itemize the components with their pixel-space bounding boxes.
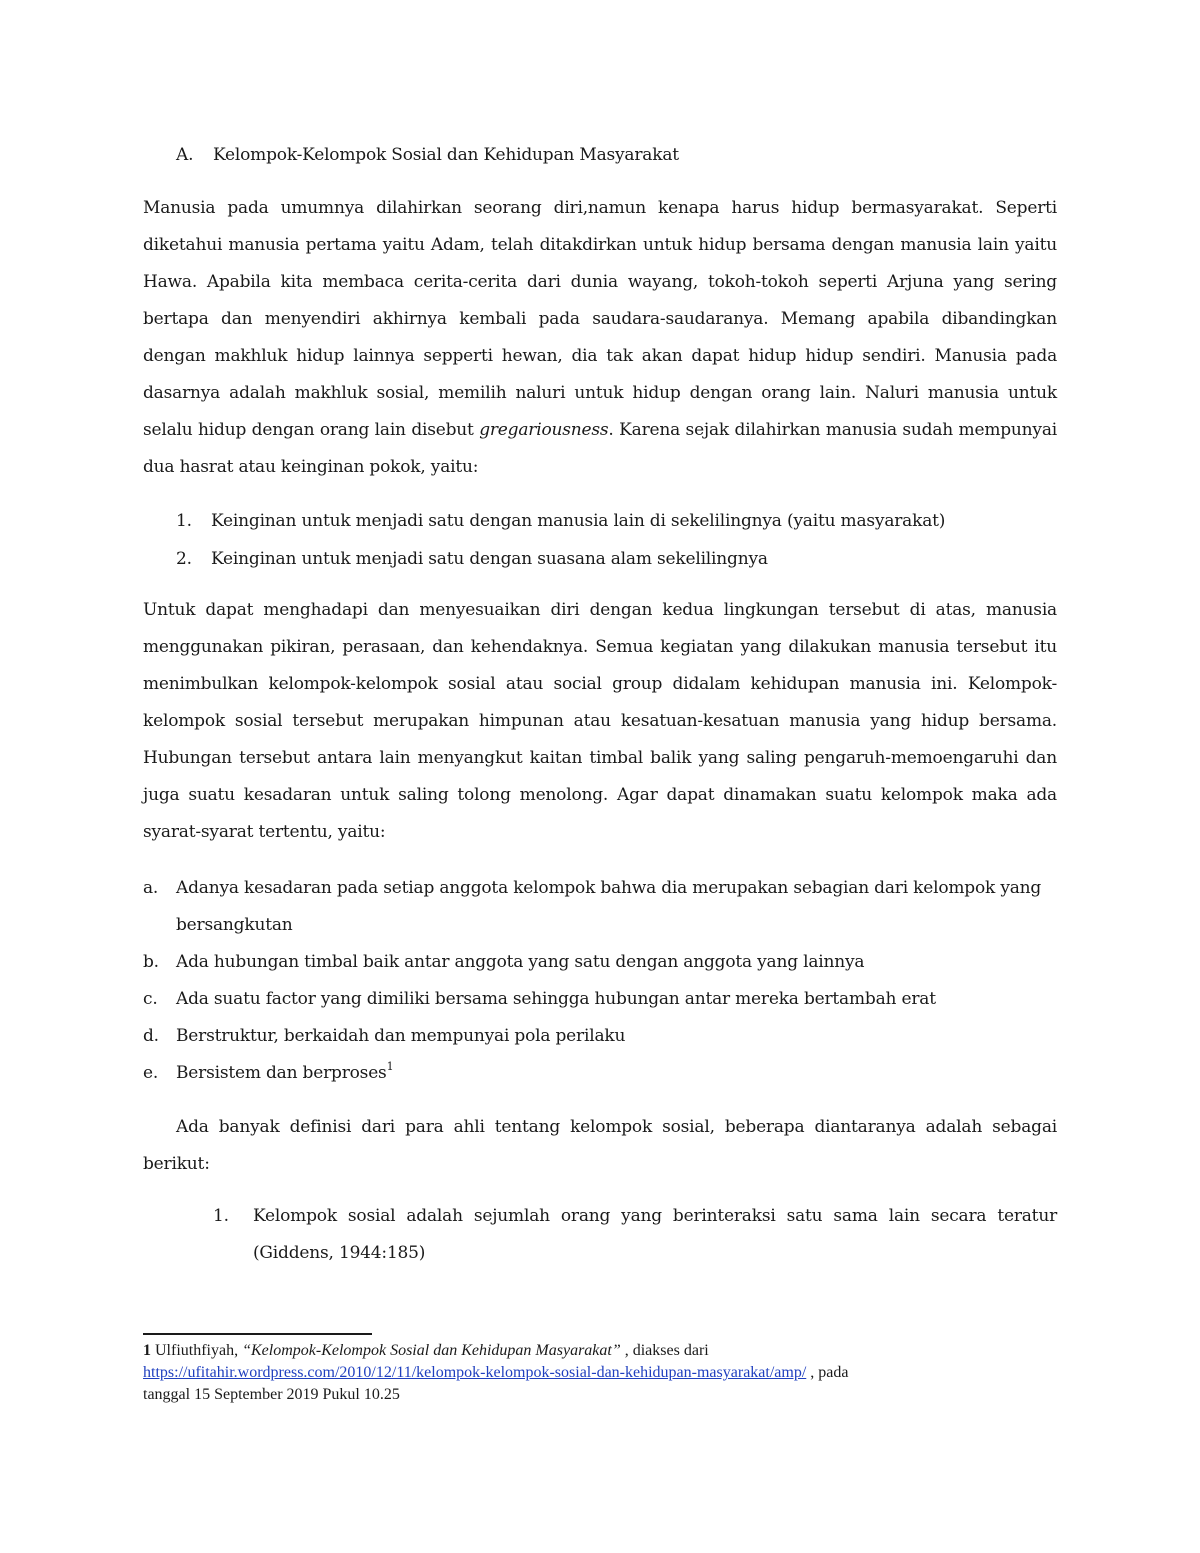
paragraph-social-groups: Untuk dapat menghadapi dan menyesuaikan diri dengan kedua lingkungan tersebut di atas, manusia menggunakan pikiran, perasaan, dan kehendaknya. Semua kegiatan yang dilakukan manusia tersebut itu menimbulkan kelompok-kelompok sosial atau social group didalam kehidupan manusia ini. Kelompok-kelompok sosial tersebut merupakan himpunan atau kesatuan-kesatuan manusia yang hidup bersama. Hubungan tersebut antara lain menyangkut kaitan timbal balik yang saling pengaruh-memoengaruhi dan juga suatu kesadaran untuk saling tolong menolong. Agar dapat dinamakan suatu kelompok maka ada syarat-syarat tertentu, yaitu: <box>143 600 1057 842</box>
list-item-text: Bersistem dan berproses <box>176 1063 387 1083</box>
list-item-letter: e. <box>143 1063 159 1083</box>
list-item <box>176 507 1036 535</box>
list-item-text: Ada suatu factor yang dimiliki bersama sehingga hubungan antar mereka bertambah erat <box>176 989 936 1009</box>
list-item-letter: c. <box>143 989 158 1009</box>
list-item <box>143 985 1057 1013</box>
list-item <box>143 948 1057 976</box>
paragraph-definitions-intro: Ada banyak definisi dari para ahli tentang kelompok sosial, beberapa diantaranya adalah sebagai berikut: <box>143 1117 1057 1174</box>
list-item-text: Keinginan untuk menjadi satu dengan manusia lain di sekelilingnya (yaitu masyarakat) <box>211 511 946 531</box>
footnote-date: tanggal 15 September 2019 Pukul 10.25 <box>143 1386 400 1403</box>
list-item-letter: a. <box>143 878 159 898</box>
list-item-text: Keinginan untuk menjadi satu dengan suasana alam sekelilingnya <box>211 549 768 569</box>
list-item-number: 2. <box>176 549 192 569</box>
list-item <box>143 1022 1057 1050</box>
list-item <box>143 874 1057 940</box>
list-item-text-continued: bersangkutan <box>176 915 293 935</box>
list-item-text: Kelompok sosial adalah sejumlah orang yang berinteraksi satu sama lain secara teratur (Giddens, 1944:185) <box>253 1206 1057 1263</box>
footnote-separator <box>143 1333 372 1335</box>
list-item-number: 1. <box>176 511 192 531</box>
paragraph-intro <box>143 190 1057 486</box>
footnote-reference[interactable]: 1 <box>386 1060 394 1073</box>
footnote-title: “Kelompok-Kelompok Sosial dan Kehidupan Masyarakat” <box>242 1342 621 1359</box>
footnote-author: Ulfiuthfiyah, <box>155 1342 243 1359</box>
section-heading <box>176 141 976 169</box>
list-item <box>176 545 1036 573</box>
list-item-letter: d. <box>143 1026 159 1046</box>
list-item-text: Adanya kesadaran pada setiap anggota kelompok bahwa dia merupakan sebagian dari kelompok yang <box>176 878 1042 898</box>
list-item <box>143 1059 1057 1087</box>
footnote <box>143 1340 1057 1406</box>
footnote-number: 1 <box>143 1342 151 1359</box>
footnote-text: , diakses dari <box>620 1342 709 1359</box>
list-item-text: Ada hubungan timbal baik antar anggota yang satu dengan anggota yang lainnya <box>176 952 865 972</box>
footnote-link[interactable]: https://ufitahir.wordpress.com/2010/12/11/kelompok-kelompok-sosial-dan-kehidupan-masyarakat/amp/ <box>143 1364 807 1381</box>
list-item-number: 1. <box>213 1206 229 1226</box>
list-item-letter: b. <box>143 952 159 972</box>
paragraph-intro-text-end: . Karena sejak dilahirkan manusia sudah mempunyai dua hasrat atau keinginan pokok, yaitu: <box>143 420 1057 477</box>
footnote-text-after-link: , pada <box>806 1364 849 1381</box>
section-heading-label: A. <box>176 145 194 165</box>
paragraph-intro-text: Manusia pada umumnya dilahirkan seorang diri,namun kenapa harus hidup bermasyarakat. Seperti diketahui manusia pertama yaitu Adam, telah ditakdirkan untuk hidup bersama dengan manusia lain yaitu Hawa. Apabila kita membaca cerita-cerita dari dunia wayang, tokoh-tokoh seperti Arjuna yang sering bertapa dan menyendiri akhirnya kembali pada saudara-saudaranya. Memang apabila dibandingkan dengan makhluk hidup lainnya sepperti hewan, dia tak akan dapat hidup hidup sendiri. Manusia pada dasarnya adalah makhluk sosial, memilih naluri untuk hidup dengan orang lain. Naluri manusia untuk selalu hidup dengan orang lain disebut <box>143 198 1057 440</box>
list-item-text: Berstruktur, berkaidah dan mempunyai pola perilaku <box>176 1026 626 1046</box>
list-item-text-with-footnote <box>176 1059 393 1089</box>
paragraph-intro-italic-term: gregariousness <box>479 420 609 440</box>
section-heading-text: Kelompok-Kelompok Sosial dan Kehidupan Masyarakat <box>213 145 679 165</box>
